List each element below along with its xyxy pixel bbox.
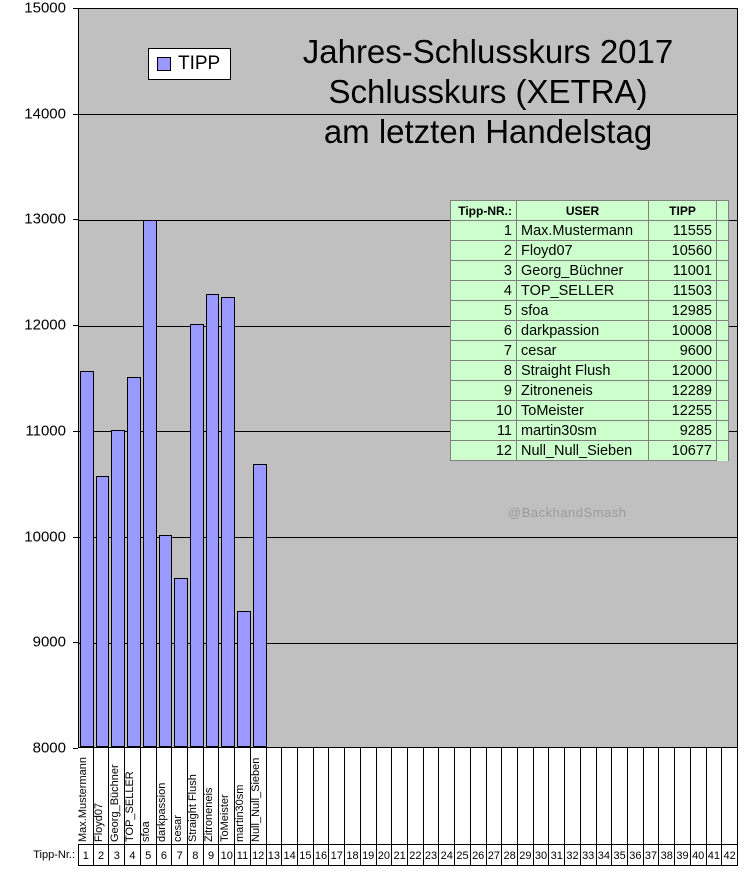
x-axis-cell [125, 748, 141, 844]
x-axis-number-cell: 27 [487, 844, 503, 866]
table-cell-user: Floyd07 [517, 241, 649, 261]
table-cell-tipp-nr: 10 [451, 401, 517, 421]
x-axis-cell [565, 748, 581, 844]
table-cell-tipp-nr: 4 [451, 281, 517, 301]
y-axis-tick [73, 642, 78, 643]
table-row [451, 421, 729, 441]
x-axis-cell [219, 748, 235, 844]
table-cell-tipp-nr: 1 [451, 221, 517, 241]
x-axis-number-cell: 30 [534, 844, 550, 866]
table-header-row [451, 201, 729, 221]
x-axis-number-cell: 13 [267, 844, 283, 866]
x-axis-category-label: Georg_Büchner [108, 764, 121, 842]
x-axis-number-cell: 18 [345, 844, 361, 866]
table-row [451, 241, 729, 261]
x-axis-cell [597, 748, 613, 844]
x-axis-category-label: Zitroneneis [203, 787, 216, 842]
x-axis-number-cell: 39 [675, 844, 691, 866]
y-axis-tick-label: 10000 [24, 528, 66, 546]
x-axis-cell [282, 748, 298, 844]
x-axis-number-cell: 12 [251, 844, 267, 866]
table-row [451, 301, 729, 321]
x-axis-number-cell: 24 [439, 844, 455, 866]
x-axis-cell [157, 748, 173, 844]
table-cell-spacer [717, 241, 729, 261]
bar [253, 464, 267, 747]
y-axis-tick-label: 11000 [25, 422, 66, 440]
x-axis-category-label: darkpassion [155, 782, 168, 842]
table-cell-tipp-nr: 6 [451, 321, 517, 341]
x-axis-number-cell: 40 [691, 844, 707, 866]
x-axis-cell [345, 748, 361, 844]
table-cell-tipp-nr: 5 [451, 301, 517, 321]
x-axis-cell [361, 748, 377, 844]
y-axis-tick [73, 537, 78, 538]
table-cell-tipp-nr: 8 [451, 361, 517, 381]
bar [206, 294, 220, 747]
bar [174, 578, 188, 747]
x-axis-cell [471, 748, 487, 844]
x-axis-number-cell: 37 [644, 844, 660, 866]
x-axis-cell [251, 748, 267, 844]
x-axis-number-cell: 42 [722, 844, 738, 866]
x-axis-number-cell: 35 [612, 844, 628, 866]
x-axis-number-cell: 23 [424, 844, 440, 866]
table-row [451, 341, 729, 361]
chart-title-line-1: Jahres-Schlusskurs 2017 [302, 33, 674, 70]
table-cell-tipp-nr: 3 [451, 261, 517, 281]
table-cell-spacer [717, 321, 729, 341]
x-axis-cell [188, 748, 204, 844]
legend [148, 48, 231, 80]
table-cell-tipp: 11503 [649, 281, 717, 301]
bar [190, 324, 204, 747]
x-axis-cell [235, 748, 251, 844]
table-row [451, 261, 729, 281]
x-axis-cell [644, 748, 660, 844]
x-axis-category-band [78, 748, 738, 844]
data-table [450, 200, 729, 461]
x-axis-cell [424, 748, 440, 844]
x-axis-number-row [0, 844, 747, 866]
x-axis-number-cell: 6 [157, 844, 173, 866]
y-axis-tick-label: 8000 [32, 739, 66, 757]
bar [159, 535, 173, 747]
bar [237, 611, 251, 747]
table-cell-spacer [717, 221, 729, 241]
y-axis-tick-label: 9000 [32, 633, 66, 651]
bar [143, 220, 157, 747]
table-cell-tipp: 12289 [649, 381, 717, 401]
y-axis-tick-label: 15000 [24, 0, 66, 17]
table-cell-tipp: 10677 [649, 441, 717, 461]
x-axis-cell [487, 748, 503, 844]
table-cell-user: TOP_SELLER [517, 281, 649, 301]
x-axis-cell [377, 748, 393, 844]
table-cell-user: Max.Mustermann [517, 221, 649, 241]
x-axis-number-cell: 29 [518, 844, 534, 866]
table-cell-tipp-nr: 9 [451, 381, 517, 401]
table-cell-tipp-nr: 7 [451, 341, 517, 361]
table-row [451, 381, 729, 401]
table-cell-tipp: 10560 [649, 241, 717, 261]
legend-swatch-tipp [157, 57, 171, 71]
x-axis-number-cell: 33 [581, 844, 597, 866]
chart-title-line-2: Schlusskurs (XETRA) [328, 73, 648, 110]
table-row [451, 361, 729, 381]
table-cell-tipp: 11001 [649, 261, 717, 281]
x-axis-number-cell: 25 [455, 844, 471, 866]
x-axis-cell [267, 748, 283, 844]
x-axis-number-cell: 15 [298, 844, 314, 866]
x-axis-cell [722, 748, 738, 844]
x-axis-number-cell: 41 [707, 844, 723, 866]
table-row [451, 441, 729, 461]
table-cell-tipp-nr: 12 [451, 441, 517, 461]
table-cell-user: ToMeister [517, 401, 649, 421]
x-axis-category-label: martin30sm [234, 784, 247, 842]
x-axis-number-cell: 5 [141, 844, 157, 866]
x-axis-cell [172, 748, 188, 844]
table-cell-spacer [717, 441, 729, 461]
table-cell-user: Straight Flush [517, 361, 649, 381]
x-axis-number-cell: 14 [282, 844, 298, 866]
x-axis-cell [502, 748, 518, 844]
x-axis-number-cell: 38 [659, 844, 675, 866]
y-axis-tick [73, 8, 78, 9]
x-axis-cell [612, 748, 628, 844]
x-axis-cell [518, 748, 534, 844]
y-axis-tick [73, 219, 78, 220]
table-cell-user: sfoa [517, 301, 649, 321]
x-axis-number-cell: 1 [78, 844, 94, 866]
x-axis-number-cell: 8 [188, 844, 204, 866]
bar [221, 297, 235, 747]
x-axis-number-cell: 20 [377, 844, 393, 866]
x-axis-category-label: ToMeister [218, 794, 231, 842]
table-cell-spacer [717, 281, 729, 301]
table-cell-user: Zitroneneis [517, 381, 649, 401]
table-cell-tipp: 12255 [649, 401, 717, 421]
bar [96, 476, 110, 747]
table-cell-spacer [717, 341, 729, 361]
table-cell-spacer [717, 421, 729, 441]
table-cell-user: darkpassion [517, 321, 649, 341]
x-axis-cell [298, 748, 314, 844]
watermark: @BackhandSmash [508, 505, 627, 520]
x-axis-cell [314, 748, 330, 844]
x-axis-number-cell: 2 [94, 844, 110, 866]
table-header-user: USER [517, 201, 649, 221]
table-cell-tipp-nr: 2 [451, 241, 517, 261]
y-axis-tick [73, 325, 78, 326]
y-axis-tick-label: 14000 [24, 105, 66, 123]
x-axis-cell [141, 748, 157, 844]
x-axis-cell [628, 748, 644, 844]
x-axis-number-cell: 17 [329, 844, 345, 866]
chart-title [240, 32, 736, 152]
x-axis-number-cell: 34 [597, 844, 613, 866]
x-axis-cell [549, 748, 565, 844]
bar [111, 430, 125, 747]
x-axis-category-label: TOP_SELLER [124, 771, 137, 842]
x-axis-cell [204, 748, 220, 844]
bar [127, 377, 141, 747]
table-cell-user: Null_Null_Sieben [517, 441, 649, 461]
x-axis-cell [439, 748, 455, 844]
x-axis-number-cell: 31 [549, 844, 565, 866]
table-row [451, 281, 729, 301]
table-cell-spacer [717, 381, 729, 401]
table-header-tipp: TIPP [649, 201, 717, 221]
x-axis-cell [329, 748, 345, 844]
table-row [451, 401, 729, 421]
x-axis-cell [109, 748, 125, 844]
legend-label-tipp: TIPP [178, 53, 221, 74]
x-axis-number-cell: 28 [502, 844, 518, 866]
table-cell-tipp-nr: 11 [451, 421, 517, 441]
y-axis-tick-label: 13000 [24, 210, 66, 228]
x-axis-category-label: cesar [171, 815, 184, 842]
table-cell-spacer [717, 401, 729, 421]
table-row [451, 221, 729, 241]
y-axis-tick [73, 114, 78, 115]
table-cell-spacer [717, 361, 729, 381]
x-axis-cell [659, 748, 675, 844]
x-axis-category-label: Straight Flush [187, 774, 200, 842]
y-axis-tick [73, 431, 78, 432]
x-axis-cell [675, 748, 691, 844]
table-cell-tipp: 12000 [649, 361, 717, 381]
table-cell-tipp: 9600 [649, 341, 717, 361]
x-axis-cell [455, 748, 471, 844]
x-axis-number-cell: 22 [408, 844, 424, 866]
table-header-tipp-nr: Tipp-NR.: [451, 201, 517, 221]
x-axis-cell [581, 748, 597, 844]
table-header-spacer [717, 201, 729, 221]
x-axis-number-cell: 11 [235, 844, 251, 866]
table-cell-tipp: 10008 [649, 321, 717, 341]
x-axis-category-label: sfoa [140, 821, 153, 842]
x-axis-category-label: Floyd07 [93, 802, 106, 842]
x-axis-category-label: Null_Null_Sieben [250, 757, 263, 842]
x-axis-cell [534, 748, 550, 844]
x-axis-cell [94, 748, 110, 844]
x-axis-number-cell: 7 [172, 844, 188, 866]
table-cell-tipp: 9285 [649, 421, 717, 441]
x-axis-cell [691, 748, 707, 844]
table-cell-tipp: 11555 [649, 221, 717, 241]
x-axis-number-cell: 21 [392, 844, 408, 866]
table-cell-user: martin30sm [517, 421, 649, 441]
x-axis-number-cell: 9 [204, 844, 220, 866]
x-axis-title: Tipp-Nr.: [33, 849, 75, 861]
x-axis-number-cell: 19 [361, 844, 377, 866]
x-axis-number-cell: 3 [109, 844, 125, 866]
table-cell-tipp: 12985 [649, 301, 717, 321]
table-cell-user: Georg_Büchner [517, 261, 649, 281]
table-cell-spacer [717, 261, 729, 281]
x-axis-number-cell: 10 [219, 844, 235, 866]
y-axis-tick-label: 12000 [24, 316, 66, 334]
x-axis-number-cell: 16 [314, 844, 330, 866]
x-axis-number-cell: 4 [125, 844, 141, 866]
x-axis-cell [408, 748, 424, 844]
x-axis-cell [707, 748, 723, 844]
x-axis-cell [392, 748, 408, 844]
bar [80, 371, 94, 747]
x-axis-number-cell: 32 [565, 844, 581, 866]
x-axis-number-cell: 26 [471, 844, 487, 866]
x-axis-category-label: Max.Mustermann [77, 757, 90, 842]
table-row [451, 321, 729, 341]
chart-title-line-3: am letzten Handelstag [323, 113, 653, 150]
x-axis-number-cell: 36 [628, 844, 644, 866]
table-cell-spacer [717, 301, 729, 321]
table-cell-user: cesar [517, 341, 649, 361]
x-axis-cell [78, 748, 94, 844]
